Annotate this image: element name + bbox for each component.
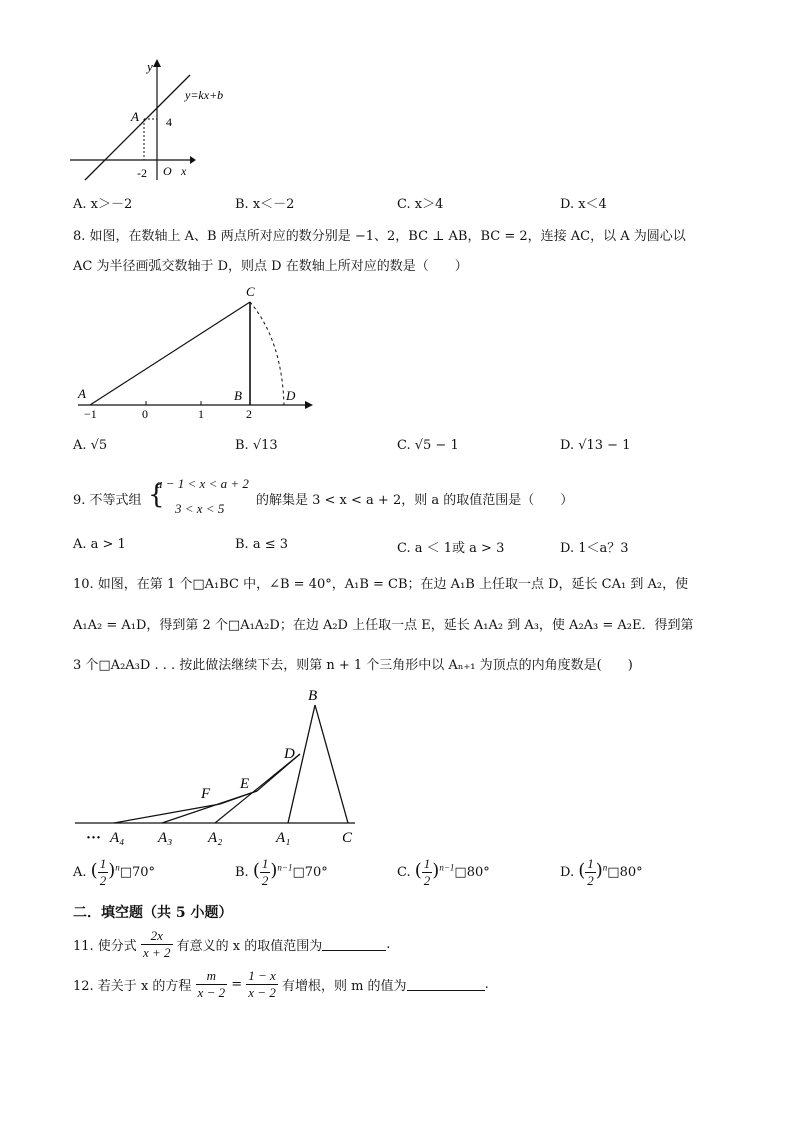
- q7-tick-4: 4: [166, 115, 172, 129]
- q12: [73, 968, 489, 1001]
- q11-denominator: x + 2: [142, 945, 171, 960]
- q11-end: .: [386, 937, 391, 952]
- q9-option-a[interactable]: A. a > 1: [73, 537, 126, 552]
- q7-origin: O: [163, 164, 172, 178]
- q9-option-b[interactable]: B. a ≤ 3: [235, 537, 288, 552]
- q8-tick-label-m1: −1: [84, 407, 97, 420]
- q10-text-line1: 10. 如图，在第 1 个□A₁BC 中，∠B = 40°，A₁B = CB；在边 A₁B 上任取一点 D，延长 CA₁ 到 A₂，使: [73, 577, 689, 592]
- q11-answer-blank[interactable]: [322, 938, 386, 951]
- q10-option-b-den: 2: [261, 873, 269, 888]
- q12-suffix: 有增根，则 m 的值为: [281, 979, 407, 994]
- q10-option-c-den: 2: [423, 873, 431, 888]
- q10-option-b[interactable]: B. ( $\frac{1}{2}$ )$^{n-1}$□70°: [235, 856, 328, 888]
- q10-option-c[interactable]: C. ( $\frac{1}{2}$ )$^{n-1}$□80°: [397, 856, 490, 888]
- q8-tick-label-1: 1: [198, 407, 204, 420]
- q12-prefix: 12. 若关于 x 的方程: [73, 979, 192, 994]
- q8-segment-ac: [90, 302, 250, 405]
- q9-suffix: 的解集是 3 < x < a + 2，则 a 的取值范围是（ ）: [256, 493, 574, 508]
- q9-system-row1: a − 1 < x < a + 2: [156, 476, 249, 491]
- q10-option-d[interactable]: D. ( $\frac{1}{2}$ )$^n$□80°: [560, 856, 643, 888]
- q8-option-c[interactable]: C. √5 − 1: [397, 438, 459, 453]
- q8-text-line1: 8. 如图，在数轴上 A、B 两点所对应的数分别是 −1、2，BC ⊥ AB，BC = 2，连接 AC，以 A 为圆心以: [73, 229, 686, 244]
- q12-end: .: [484, 977, 489, 992]
- q12-answer-blank[interactable]: [407, 978, 485, 991]
- q8-tick-label-0: 0: [142, 407, 148, 420]
- q8-label-b: B: [234, 388, 242, 403]
- q10-label-a4: A₄: [110, 830, 125, 846]
- q10-figure: [70, 680, 370, 850]
- q7-x-arrow: [190, 156, 196, 164]
- q10-option-d-label: D.: [560, 865, 575, 880]
- q10-label-f: F: [201, 786, 211, 802]
- q7-x-label: x: [181, 164, 187, 178]
- q10-option-a-label: A.: [73, 865, 87, 880]
- q10-triangle-3: [162, 754, 300, 823]
- q8-option-d[interactable]: D. √13 − 1: [560, 438, 631, 453]
- q10-option-a-deg: □70°: [119, 865, 156, 880]
- q11-suffix: 有意义的 x 的取值范围为: [176, 939, 323, 954]
- q7-y-label: y: [147, 59, 153, 74]
- q10-option-c-num: 1: [423, 856, 431, 871]
- q8-text-line2: AC 为半径画弧交数轴于 D，则点 D 在数轴上所对应的数是（ ）: [73, 259, 468, 274]
- q10-option-a-num: 1: [99, 856, 107, 871]
- q7-line: [85, 75, 190, 180]
- q10-option-b-label: B.: [235, 865, 249, 880]
- q10-label-d: D: [284, 746, 295, 762]
- q10-label-a1: A₁: [276, 830, 291, 846]
- q9-brace: {: [148, 480, 165, 510]
- section-title-fill-in: 二．填空题（共 5 小题）: [73, 905, 233, 921]
- q10-label-e: E: [240, 776, 250, 792]
- q8-figure: [70, 280, 320, 420]
- q10-option-a-den: 2: [99, 873, 107, 888]
- q8-option-b[interactable]: B. √13: [235, 438, 278, 453]
- q9-option-c[interactable]: C. a ＜ 1或 a > 3: [397, 541, 505, 556]
- q10-label-dots: ···: [86, 830, 102, 846]
- q7-figure: [65, 55, 245, 185]
- q9-option-d[interactable]: D. 1＜a？3: [560, 541, 629, 556]
- q12-numerator-1: m: [196, 968, 228, 985]
- q7-line-label: y=kx+b: [185, 88, 224, 102]
- q10-text-line3: 3 个□A₂A₃D . . . 按此做法继续下去，则第 n + 1 个三角形中以 Aₙ₊₁ 为顶点的内角度数是( ): [73, 658, 633, 673]
- q8-label-a: A: [78, 386, 86, 401]
- q7-option-a[interactable]: A. x＞－2: [73, 197, 133, 212]
- q10-option-c-label: C.: [397, 865, 411, 880]
- q8-label-d: D: [286, 388, 296, 403]
- q11: [73, 928, 390, 961]
- q12-denominator-2: x − 2: [248, 985, 276, 1000]
- q10-option-b-num: 1: [261, 856, 269, 871]
- q10-triangle-1: [288, 705, 348, 823]
- q7-option-b[interactable]: B. x＜－2: [235, 197, 295, 212]
- q10-label-b: B: [308, 688, 318, 704]
- q9-system-row2: 3 < x < 5: [175, 501, 225, 516]
- q10-option-c-pow: n−1: [439, 862, 455, 873]
- q7-option-c[interactable]: C. x＞4: [397, 197, 444, 212]
- q10-label-a3: A₃: [158, 830, 173, 846]
- q10-option-d-num: 1: [587, 856, 594, 871]
- q8-label-c: C: [246, 284, 255, 299]
- q8-option-a[interactable]: A. √5: [73, 438, 108, 453]
- q8-arc: [250, 302, 284, 405]
- q12-numerator-2: 1 − x: [248, 968, 276, 983]
- q7-tick-m2: -2: [137, 166, 147, 180]
- q11-numerator: 2x: [141, 928, 173, 945]
- q10-label-a2: A₂: [208, 830, 223, 846]
- q10-option-b-pow: n−1: [277, 862, 293, 873]
- q7-y-arrow: [153, 59, 161, 67]
- q8-tick-label-2: 2: [246, 407, 252, 420]
- q10-option-a-pow: n: [115, 862, 120, 873]
- q10-option-d-pow: n: [602, 862, 608, 873]
- q9-prefix: 9. 不等式组: [73, 493, 142, 508]
- q10-label-c: C: [342, 830, 353, 846]
- q10-option-d-den: 2: [587, 873, 594, 888]
- q12-denominator-1: x − 2: [197, 985, 226, 1000]
- q10-option-d-deg: □80°: [607, 865, 643, 880]
- q10-option-c-deg: □80°: [454, 865, 490, 880]
- q10-option-b-deg: □70°: [292, 865, 328, 880]
- q7-point-a: A: [131, 109, 139, 124]
- q10-text-line2: A₁A₂ = A₁D，得到第 2 个□A₁A₂D；在边 A₂D 上任取一点 E，延长 A₁A₂ 到 A₃，使 A₂A₃ = A₂E．得到第: [73, 618, 694, 633]
- q12-equals: =: [231, 977, 243, 992]
- q8-axis-arrow: [305, 401, 313, 409]
- q11-prefix: 11. 使分式: [73, 939, 137, 954]
- q7-option-d[interactable]: D. x＜4: [560, 197, 607, 212]
- q10-option-a[interactable]: A. ( $\frac{1}{2}$ )$^n$□70°: [73, 856, 156, 888]
